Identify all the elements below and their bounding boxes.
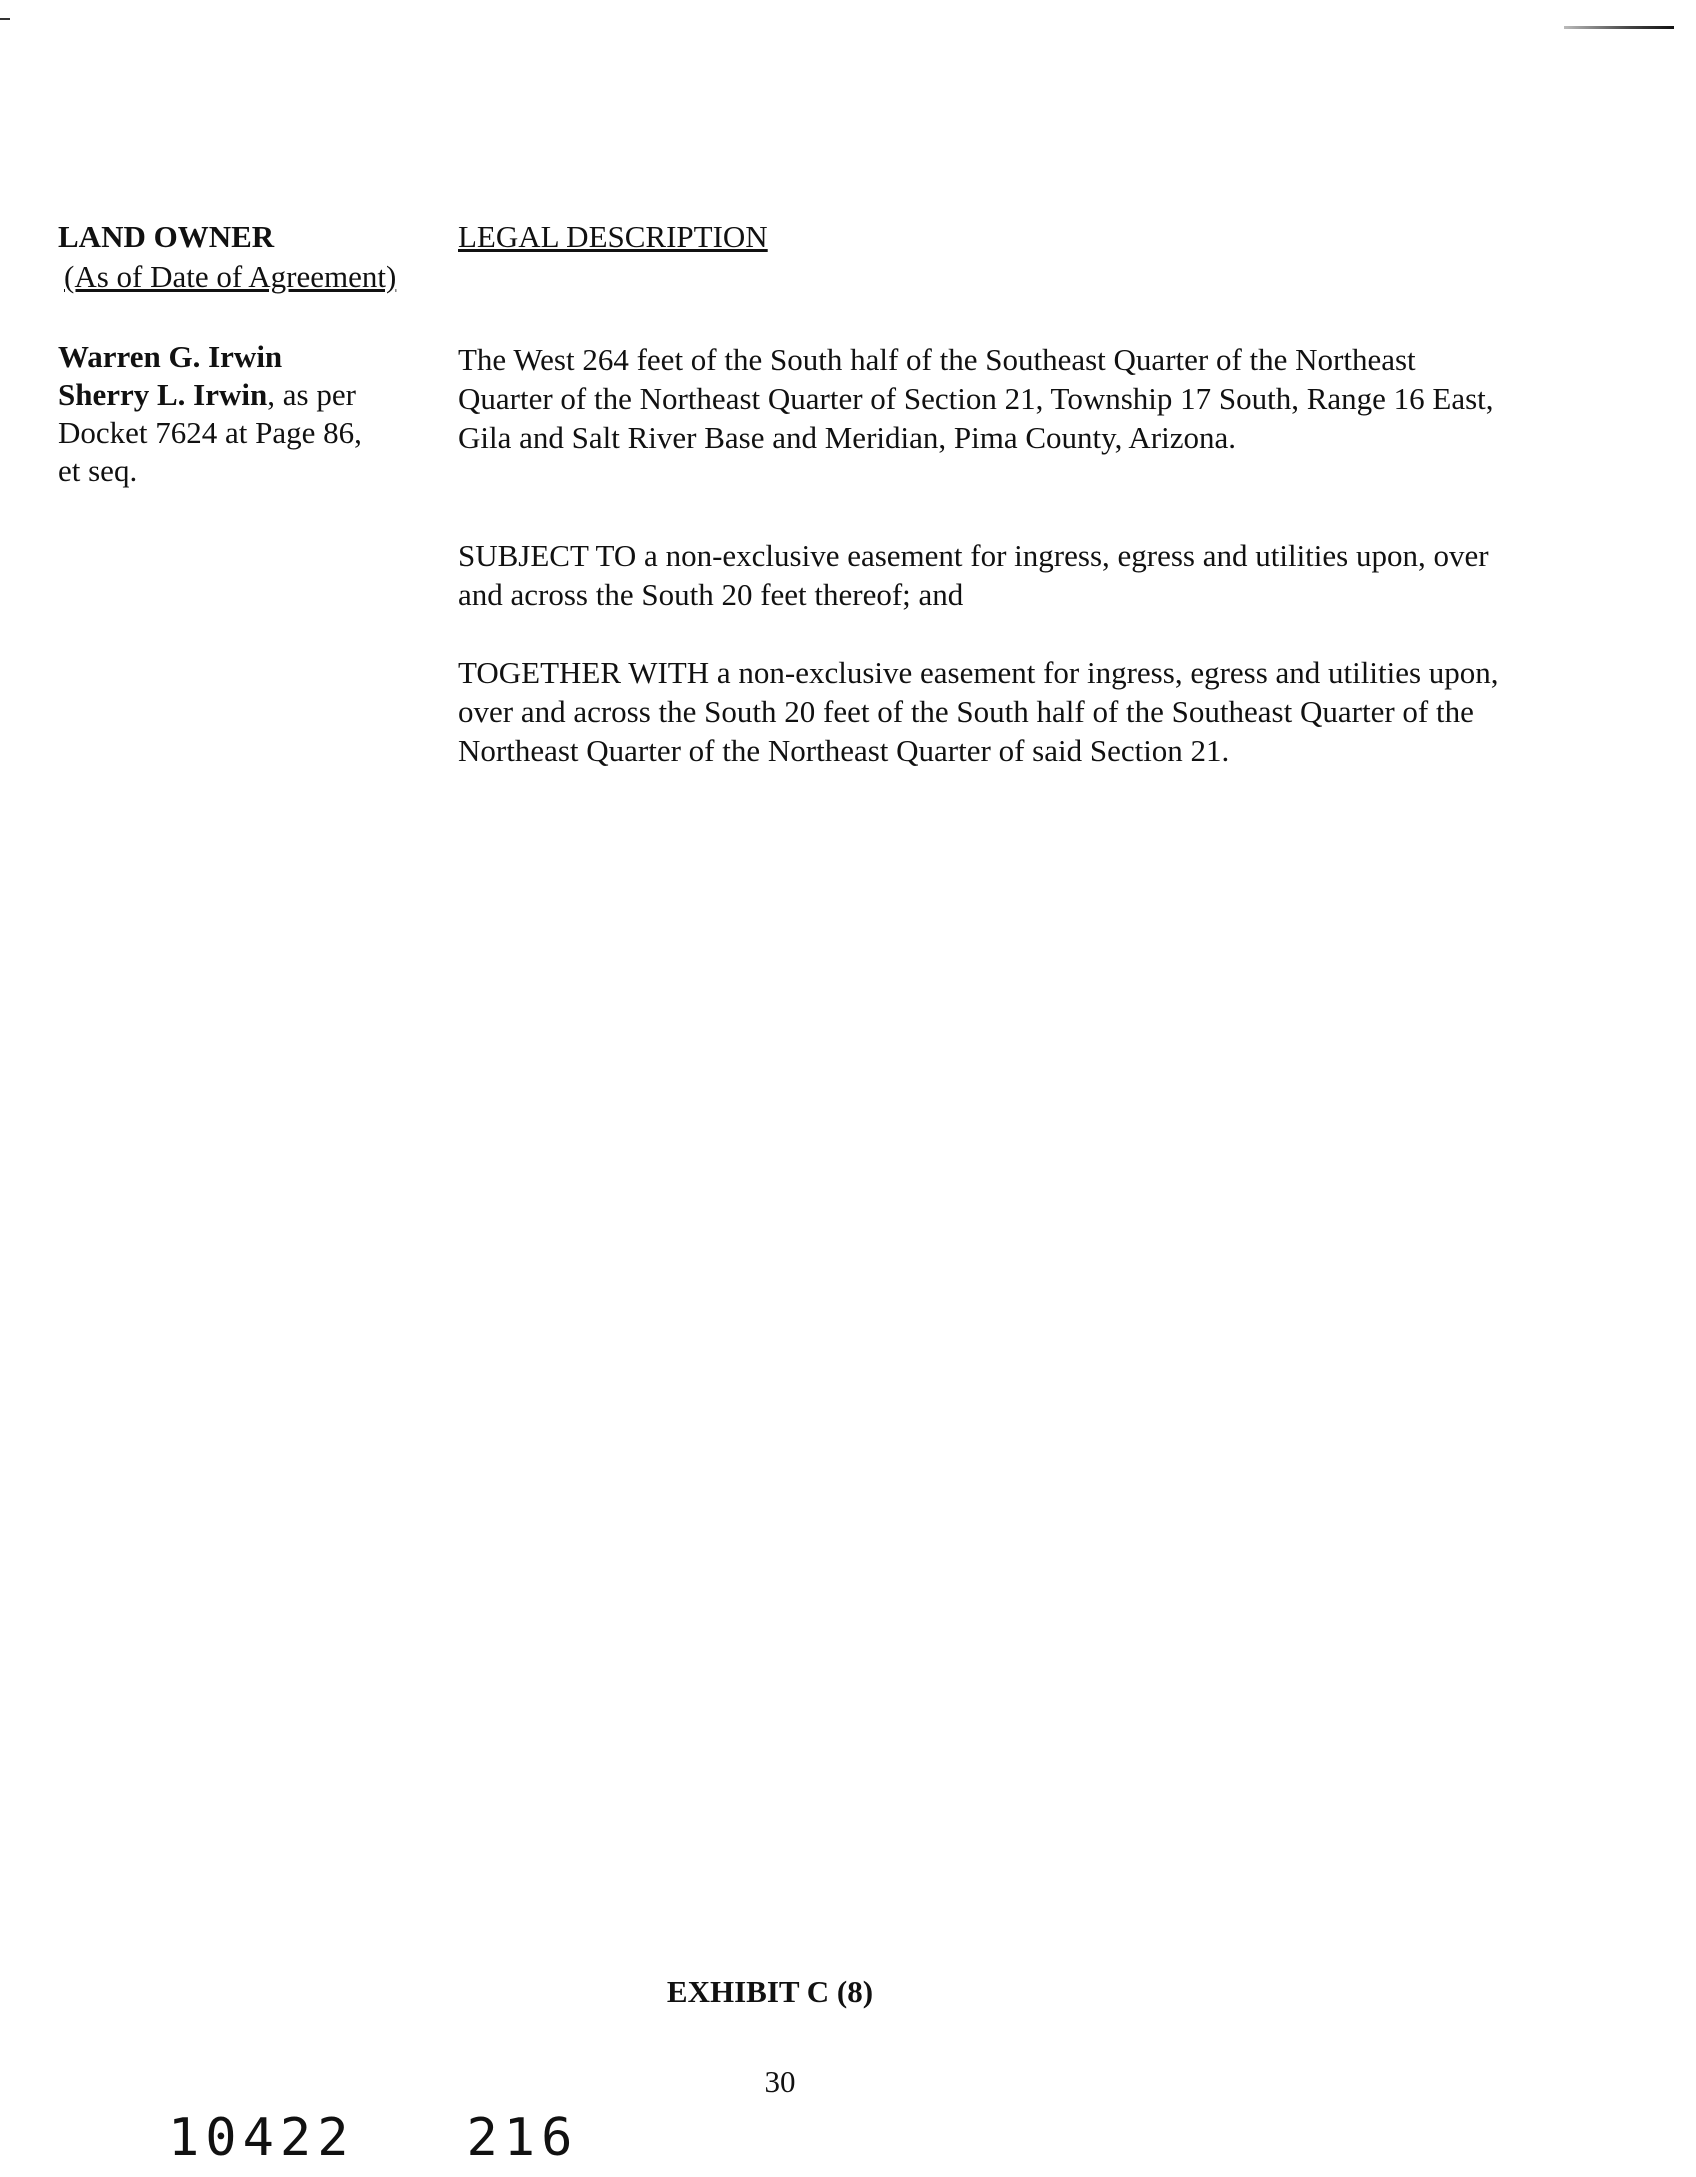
as-of-date-subheading: (As of Date of Agreement)	[64, 259, 397, 294]
exhibit-label-text: EXHIBIT C (8)	[666, 1974, 874, 2009]
owner-docket-reference: Docket 7624 at Page 86,	[58, 415, 362, 450]
owner-block	[58, 338, 428, 490]
scan-artifact-left	[0, 18, 10, 20]
owner-name-2: Sherry L. Irwin	[58, 377, 268, 412]
legal-description-heading: LEGAL DESCRIPTION	[458, 219, 768, 254]
legal-paragraph-2: SUBJECT TO a non-exclusive easement for ingress, egress and utilities upon, over and across the South 20 feet thereof; and	[458, 538, 1489, 612]
owner-name-2-suffix: , as per	[267, 377, 356, 412]
recording-page-number: 216	[466, 2108, 579, 2168]
scan-artifact-right	[1564, 26, 1674, 29]
exhibit-label	[0, 1973, 1540, 2011]
land-owner-heading: LAND OWNER	[58, 219, 275, 254]
legal-paragraph-1: The West 264 feet of the South half of the Southeast Quarter of the Northeast Quarter of the Northeast Quarter of Section 21, Township 17 South, Range 16 East, Gila and Salt River Base and Meridian, Pima County, Arizona.	[458, 342, 1494, 455]
owner-et-seq: et seq.	[58, 453, 138, 488]
legal-paragraph-3: TOGETHER WITH a non-exclusive easement for ingress, egress and utilities upon, over and across the South 20 feet of the South half of the Southeast Quarter of the Northeast Quarter of the Northeast Quarter of said Section 21.	[458, 655, 1499, 768]
owner-name-2-line	[58, 376, 428, 414]
recording-docket-number: 10422	[168, 2108, 355, 2168]
owner-name-1: Warren G. Irwin	[58, 339, 283, 374]
page-number: 30	[764, 2064, 796, 2099]
recording-stamp	[168, 2108, 578, 2168]
